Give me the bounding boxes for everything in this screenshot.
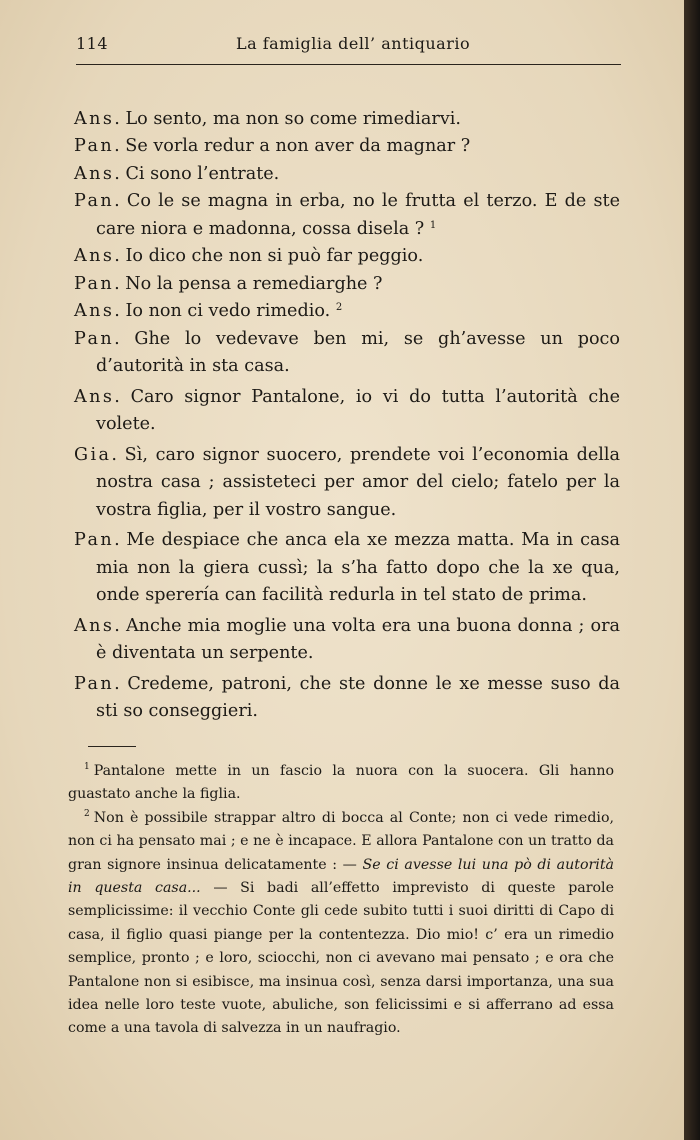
speaker-name: Ans: [74, 615, 115, 636]
speech-line: Ans. Io dico che non si può far peggio.: [74, 246, 424, 267]
speech-text: No la pensa a remediarghe ?: [125, 273, 383, 294]
speech-text: Co le se magna in erba, no le frutta el terzo. E de ste care niora e madonna, cossa disela ?: [96, 191, 620, 239]
header-rule: [76, 64, 621, 65]
footnote-ref: 1: [429, 219, 437, 231]
speaker-name: Ans: [74, 163, 115, 184]
footnote-mark: 1: [84, 762, 90, 772]
footnote-text: — Si badi all’effetto imprevisto di queste parole semplicissime: il vecchio Conte gli cede subito tutti i suoi diritti di Capo di casa, il figlio quasi piange per la contentezza. Dio mio! c’ era un rimedio semplice, pronto ; e loro, sciocchi, non ci avevano mai pensato ; e ora che Pantalone non si esibisce, ma insinua così, senza darsi importanza, una sua idea nelle loro teste vuote, abuliche, son felicissimi e si afferrano ad essa come a una tavola di salvezza in un naufragio.: [68, 880, 614, 1037]
speech-text: Se vorla redur a non aver da magnar ?: [125, 136, 471, 157]
speaker-name: Ans: [74, 301, 115, 322]
footnote-text: Pantalone mette in un fascio la nuora con la suocera. Gli hanno guastato anche la figlia.: [68, 763, 614, 803]
speech-line: Ans. Caro signor Pantalone, io vi do tutta l’autorità che volete.: [74, 386, 621, 435]
speaker-name: Ans: [74, 386, 115, 407]
running-title: La famiglia dell’ antiquario: [236, 34, 471, 53]
speech-text: Ghe lo vedevave ben mi, se gh’avesse un poco d’autorità in sta casa.: [96, 328, 621, 377]
speech-line: Pan. Ghe lo vedevave ben mi, se gh’avesse un poco d’autorità in sta casa.: [74, 328, 621, 377]
speech-text: Io dico che non si può far peggio.: [125, 246, 424, 267]
speech-text: Anche mia moglie una volta era una buona donna ; ora è diventata un serpente.: [96, 615, 621, 664]
footnote: [68, 760, 614, 807]
footnote-quote: Se ci avesse lui una pò di autorità in questa casa...: [68, 856, 614, 897]
speaker-name: Pan: [74, 673, 115, 694]
speaker-name: Ans: [74, 108, 115, 129]
speech-text: Me despiace che anca ela xe mezza matta. Ma in casa mia non la giera cussì; la s’ha fatto dopo che la xe qua, onde sperería can facilità redurla in tel stato de prima.: [96, 530, 620, 606]
speech-line: Gia. Sì, caro signor suocero, prendete voi l’economia della nostra casa ; assisteteci per amor del cielo; fatelo per la vostra figlia, per il vostro sangue.: [74, 444, 621, 520]
speech-line: Ans. Lo sento, ma non so come rimediarvi.: [74, 108, 461, 129]
speech-text: Ci sono l’entrate.: [125, 163, 280, 184]
footnote-text: Non è possibile strappar altro di bocca al Conte; non ci vede rimedio, non ci ha pensato mai ; e ne è incapace. E allora Pantalone con un tratto da gran signore insinua delicatamente : —: [68, 809, 614, 873]
speaker-name: Pan: [74, 273, 115, 294]
footnotes-block: [68, 760, 614, 1041]
speaker-name: Pan: [74, 530, 115, 551]
book-spine-edge: [684, 0, 700, 1140]
speech-line: Ans. Anche mia moglie una volta era una buona donna ; ora è diventata un serpente.: [74, 615, 621, 664]
speech-text: Sì, caro signor suocero, prendete voi l’economia della nostra casa ; assisteteci per amor del cielo; fatelo per la vostra figlia, per il vostro sangue.: [96, 444, 621, 520]
speech-line: Ans. Io non ci vedo rimedio. $^2$: [74, 301, 343, 322]
speech-line: Pan. Me despiace che anca ela xe mezza matta. Ma in casa mia non la giera cussì; la s’ha fatto dopo che la xe qua, onde sperería can facilità redurla in tel stato de prima.: [74, 530, 620, 606]
speech-line: Pan. No la pensa a remediarghe ?: [74, 273, 383, 294]
speaker-name: Gia: [74, 444, 112, 465]
page-number: 114: [76, 34, 109, 53]
footnote-rule: [88, 746, 136, 747]
speech-line: Pan. Credeme, patroni, che ste donne le xe messe suso da sti so conseggieri.: [74, 673, 621, 722]
speaker-name: Pan: [74, 136, 115, 157]
speech-line: Pan. Se vorla redur a non aver da magnar ?: [74, 136, 471, 157]
speech-text: Lo sento, ma non so come rimediarvi.: [125, 108, 461, 129]
speech-text: Credeme, patroni, che ste donne le xe messe suso da sti so conseggieri.: [96, 673, 621, 722]
speaker-name: Pan: [74, 328, 115, 349]
speech-text: Io non ci vedo rimedio.: [125, 301, 331, 322]
speaker-name: Pan: [74, 191, 115, 212]
speech-text: Caro signor Pantalone, io vi do tutta l’autorità che volete.: [96, 386, 621, 435]
dialogue-block: [74, 88, 620, 726]
footnote-ref: 2: [335, 302, 343, 314]
speech-line: Pan. Co le se magna in erba, no le frutta el terzo. E de ste care niora e madonna, cossa disela ? $^1$: [74, 191, 620, 239]
speech-line: Ans. Ci sono l’entrate.: [74, 163, 280, 184]
footnote-mark: 2: [84, 808, 90, 819]
speaker-name: Ans: [74, 246, 115, 267]
footnote: [68, 807, 614, 1041]
page-header: [76, 34, 618, 58]
